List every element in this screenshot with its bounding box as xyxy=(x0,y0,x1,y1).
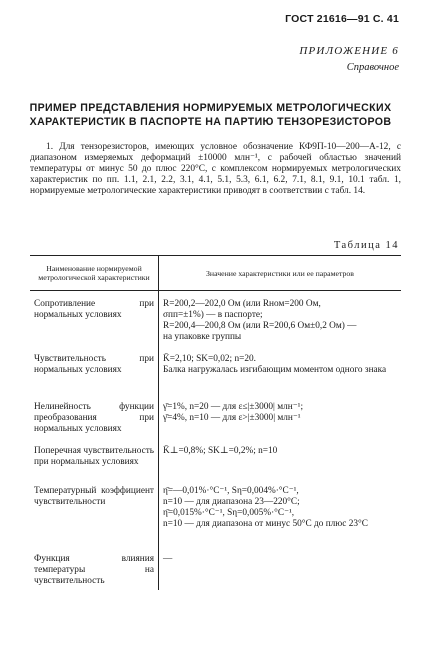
value-line: Балка нагружалась изгибающим моментом одного знака xyxy=(163,365,387,375)
table-row xyxy=(30,291,401,347)
intro-paragraph: 1. Для тензорезисторов, имеющих условное обозначение КФ9П-10—200—А-12, с диапазоном измеряемых деформаций ±10000 млн⁻¹, с рабочей областью значений температуры от минус 50 до плюс 220°С, с комплексом нормируемых метрологических характеристик по пп. 1.1, 2.1, 2.2, 3.1, 4.1, 5.1, 5.3, 6.1, 6.2, 7.1, 8.1, 9.1, 10.1 табл. 1, нормируемые метрологические характеристики приводят в соответствии с табл. 14. xyxy=(30,142,401,197)
header-name: Наименование нормируемой метрологической характеристики xyxy=(30,256,159,291)
value-line: K̄=2,10; SK=0,02; n=20. xyxy=(163,354,256,364)
value-line: γ̄=4%, n=10 — для ε>|±3000| млн⁻¹ xyxy=(163,413,301,423)
value-line: σпп=±1%) — в паспорте; xyxy=(163,310,263,320)
section-title xyxy=(24,101,397,129)
page-header: ГОСТ 21616—91 С. 41 xyxy=(285,13,399,25)
value-line: R=200,2—202,0 Ом (или Rном=200 Ом, xyxy=(163,299,321,309)
characteristics-table xyxy=(30,255,401,590)
row-name: Температурный коэффициент чувствительности xyxy=(30,478,159,546)
value-line: R=200,4—200,8 Ом (или R=200,6 Ом±0,2 Ом) — xyxy=(163,321,357,331)
table-row xyxy=(30,438,401,478)
row-value xyxy=(159,478,402,546)
title-line-1: ПРИМЕР ПРЕДСТАВЛЕНИЯ НОРМИРУЕМЫХ МЕТРОЛОГИЧЕСКИХ xyxy=(29,102,392,114)
table-row xyxy=(30,394,401,438)
header-value: Значение характеристики или ее параметров xyxy=(159,256,402,291)
row-value xyxy=(159,438,402,478)
value-line: η̄=—0,01%·°С⁻¹, Sη=0,004%·°С⁻¹, xyxy=(163,486,299,496)
value-line: γ̄=1%, n=20 — для ε≤|±3000| млн⁻¹; xyxy=(163,402,304,412)
row-value xyxy=(159,394,402,438)
table-row xyxy=(30,546,401,590)
appendix-note: Справочное xyxy=(346,62,399,73)
value-line: на упаковке группы xyxy=(163,332,242,342)
value-line: n=10 — для диапазона от минус 50°С до плюс 23°С xyxy=(163,519,368,529)
row-name: Нелинейность функции преобразования при нормальных условиях xyxy=(30,394,159,438)
table-row xyxy=(30,478,401,546)
value-line: — xyxy=(163,554,173,564)
value-line: K̄⊥=0,8%; SK⊥=0,2%; n=10 xyxy=(163,446,278,456)
row-value xyxy=(159,546,402,590)
row-value xyxy=(159,346,402,394)
appendix-label: ПРИЛОЖЕНИЕ 6 xyxy=(299,45,399,57)
table-header-row xyxy=(30,256,401,291)
title-line-2: ХАРАКТЕРИСТИК В ПАСПОРТЕ НА ПАРТИЮ ТЕНЗОРЕЗИСТОРОВ xyxy=(29,116,392,128)
table-body xyxy=(30,291,401,591)
row-name: Поперечная чувствительность при нормальных условиях xyxy=(30,438,159,478)
table-row xyxy=(30,346,401,394)
value-line: n=10 — для диапазона 23—220°С; xyxy=(163,497,300,507)
table-label: Таблица 14 xyxy=(333,240,399,251)
row-value xyxy=(159,291,402,347)
row-name: Чувствительность при нормальных условиях xyxy=(30,346,159,394)
row-name: Сопротивление при нормальных условиях xyxy=(30,291,159,347)
row-name: Функция влияния температуры на чувствительность xyxy=(30,546,159,590)
value-line: η̄=0,015%·°С⁻¹, Sη=0,005%·°С⁻¹, xyxy=(163,508,295,518)
